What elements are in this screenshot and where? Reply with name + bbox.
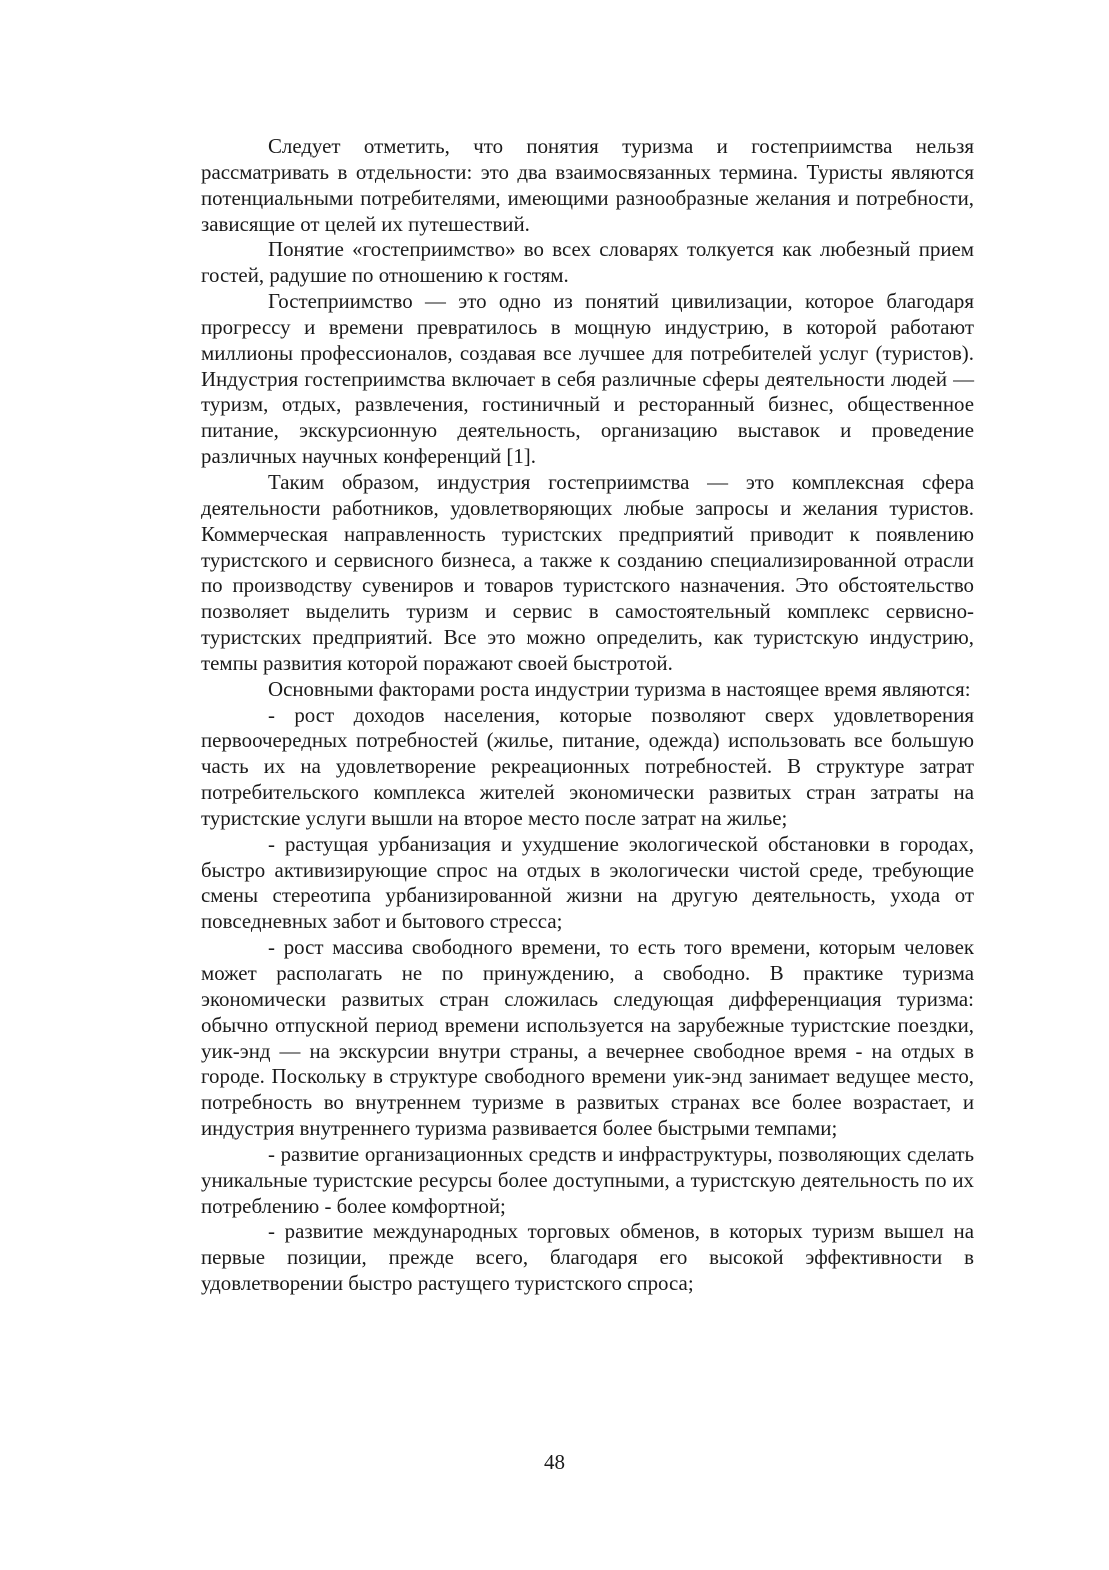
list-item: - развитие международных торговых обменов, в которых туризм вышел на первые позиции, прежде всего, благодаря его высокой эффективности в удовлетворении быстро растущего туристского спроса; bbox=[201, 1219, 974, 1296]
body-text bbox=[201, 134, 974, 1297]
paragraph: Гостеприимство — это одно из понятий цивилизации, которое благодаря прогрессу и времени превратилось в мощную индустрию, в которой работают миллионы профессионалов, создавая все лучшее для потребителей услуг (туристов). Индустрия гостеприимства включает в себя различные сферы деятельности людей — туризм, отдых, развлечения, гостиничный и ресторанный бизнес, общественное питание, экскурсионную деятельность, организацию выставок и проведение различных научных конференций [1]. bbox=[201, 289, 974, 469]
list-item: - рост доходов населения, которые позволяют сверх удовлетворения первоочередных потребностей (жилье, питание, одежда) использовать все большую часть их на удовлетворение рекреационных потребностей. В структуре затрат потребительского комплекса жителей экономически развитых стран затраты на туристские услуги вышли на второе место после затрат на жилье; bbox=[201, 702, 974, 830]
list-item: - растущая урбанизация и ухудшение экологической обстановки в городах, быстро активизирующие спрос на отдых в экологически чистой среде, требующие смены стереотипа урбанизированной жизни на другую деятельность, ухода от повседневных забот и бытового стресса; bbox=[201, 831, 974, 934]
list-item: - рост массива свободного времени, то есть того времени, которым человек может располагать не по принуждению, а свободно. В практике туризма экономически развитых стран сложилась следующая дифференциация туризма: обычно отпускной период времени используется на зарубежные туристские поездки, уик-энд — на экскурсии внутри страны, а вечернее свободное время - на отдых в городе. Поскольку в структуре свободного времени уик-энд занимает ведущее место, потребность во внутреннем туризме в развитых странах все более возрастает, и индустрия внутреннего туризма развивается более быстрыми темпами; bbox=[201, 935, 974, 1141]
paragraph: Таким образом, индустрия гостеприимства — это комплексная сфера деятельности работников, удовлетворяющих любые запросы и желания туристов. Коммерческая направленность туристских предприятий приводит к появлению туристского и сервисного бизнеса, а также к созданию специализированной отрасли по производству сувениров и товаров туристского назначения. Это обстоятельство позволяет выделить туризм и сервис в самостоятельный комплекс сервисно-туристских предприятий. Все это можно определить, как туристскую индустрию, темпы развития которой поражают своей быстротой. bbox=[201, 469, 974, 675]
paragraph: Понятие «гостеприимство» во всех словарях толкуется как любезный прием гостей, радушие по отношению к гостям. bbox=[201, 237, 974, 288]
page-number: 48 bbox=[544, 1450, 565, 1474]
paragraph: Следует отметить, что понятия туризма и гостеприимства нельзя рассматривать в отдельности: это два взаимосвязанных термина. Туристы являются потенциальными потребителями, имеющими разнообразные желания и потребности, зависящие от целей их путешествий. bbox=[201, 134, 974, 236]
paragraph: Основными факторами роста индустрии туризма в настоящее время являются: bbox=[268, 676, 971, 701]
list-item: - развитие организационных средств и инфраструктуры, позволяющих сделать уникальные туристские ресурсы более доступными, а туристскую деятельность по их потреблению - более комфортной; bbox=[201, 1141, 974, 1218]
